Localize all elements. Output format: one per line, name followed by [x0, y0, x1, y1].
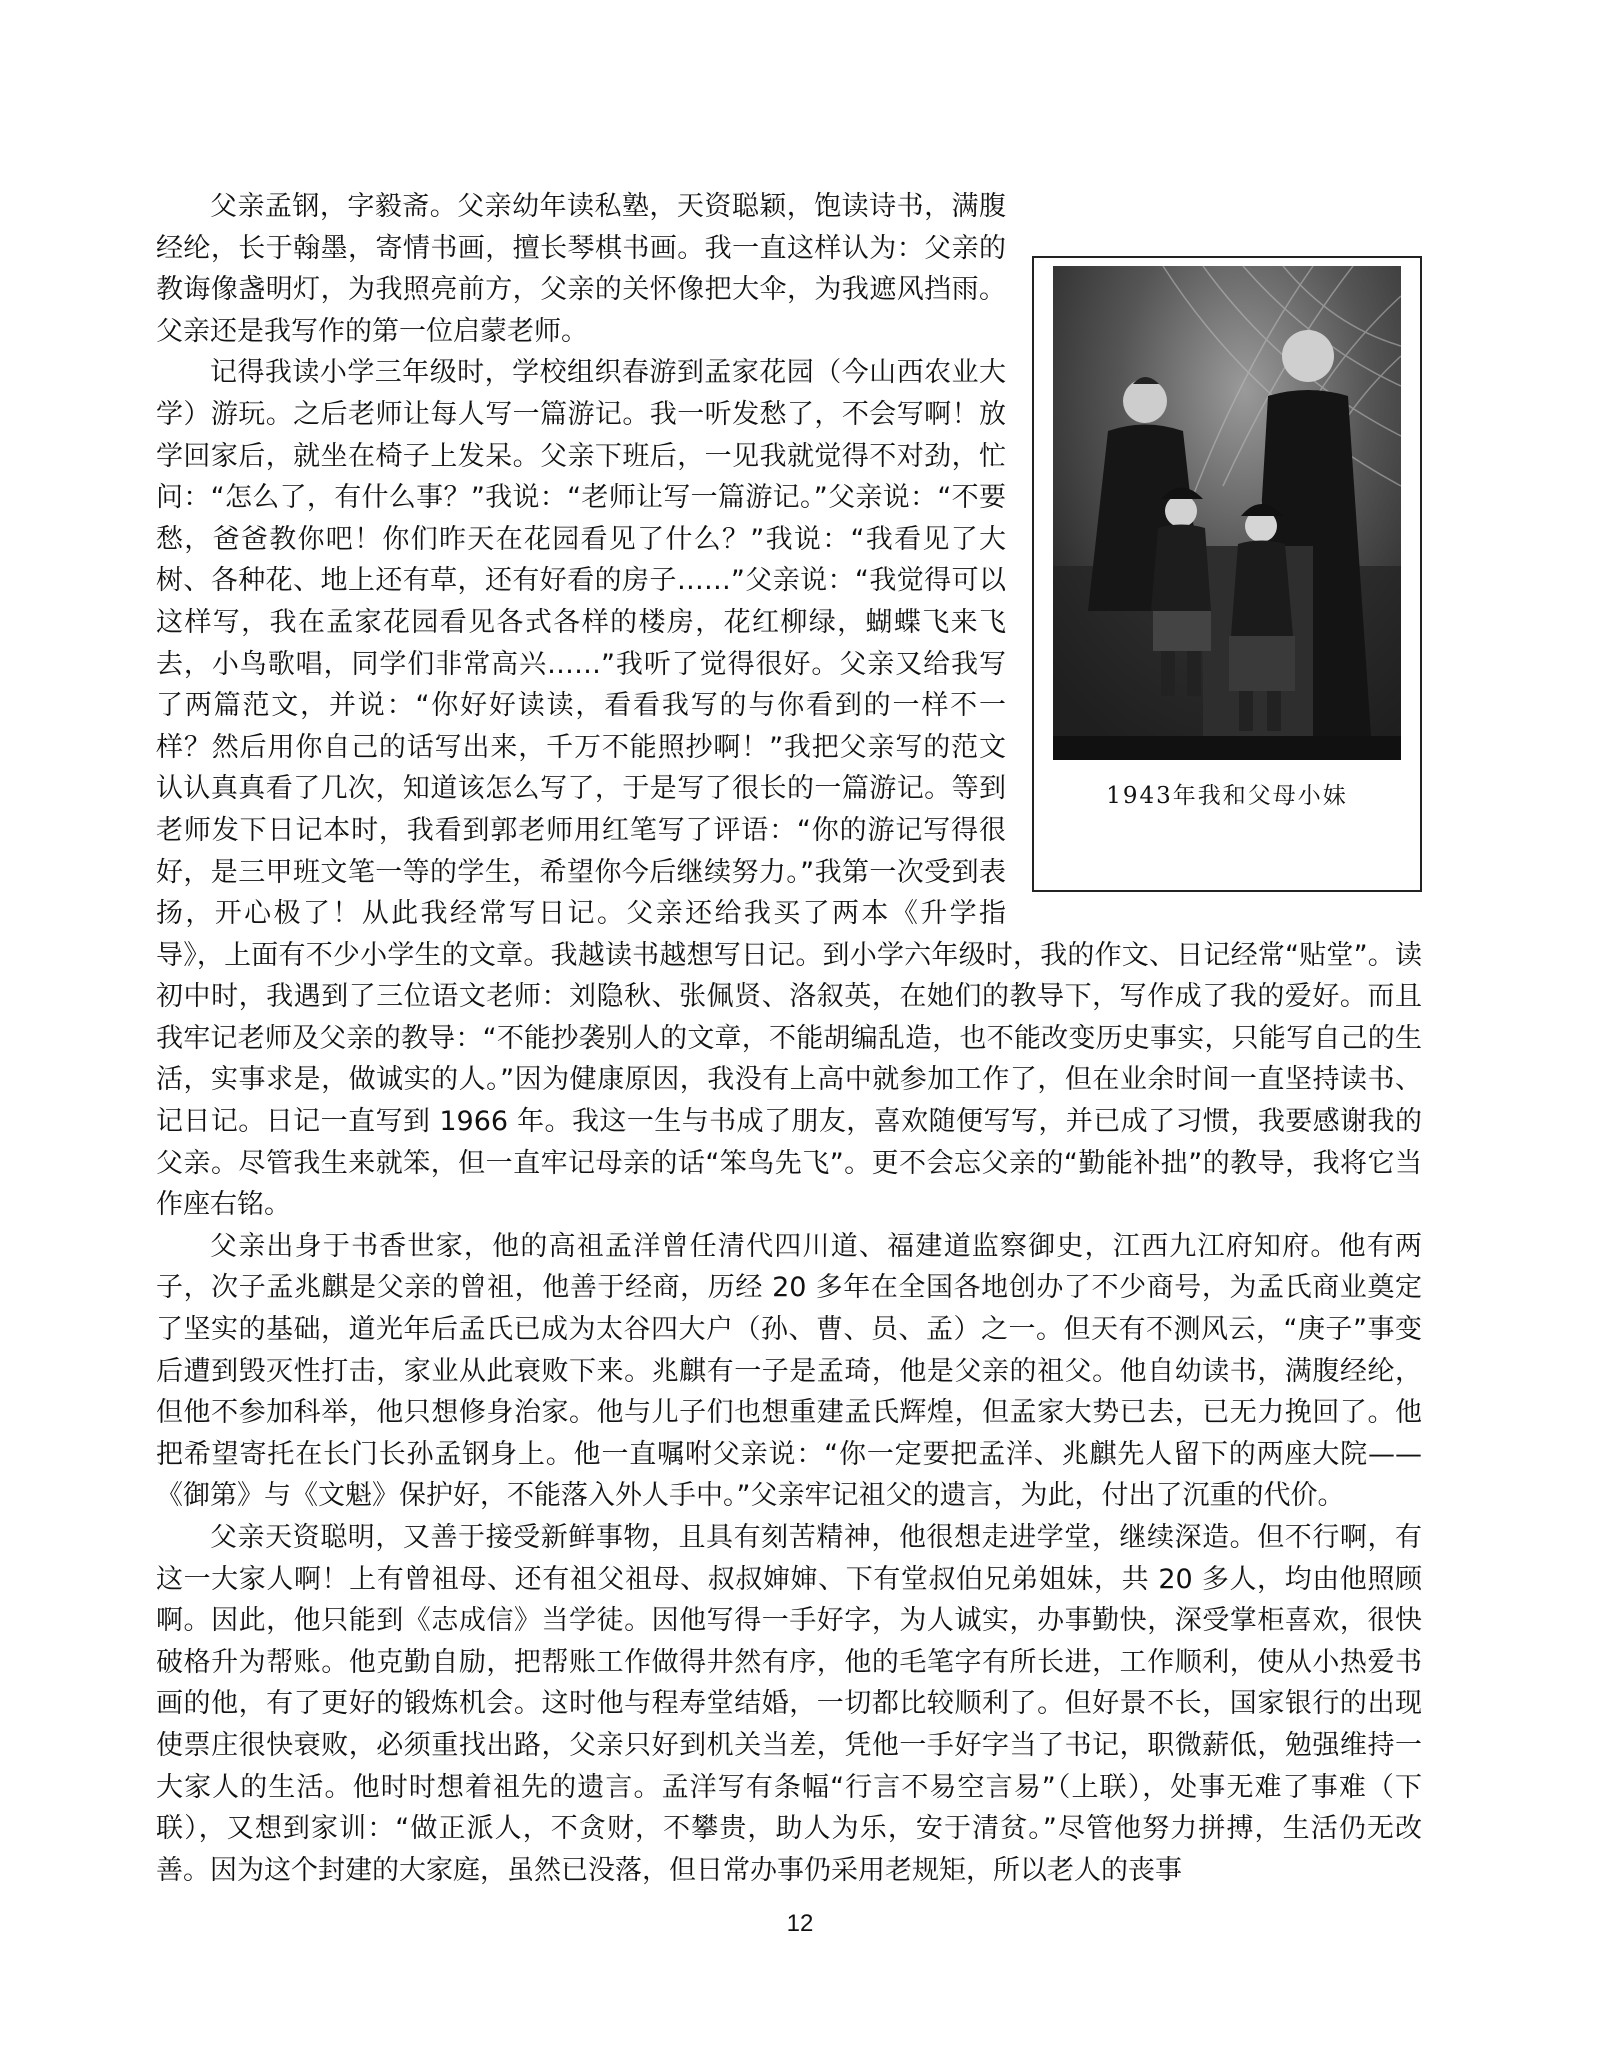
photo-caption: 1943年我和父母小妹 [1106, 783, 1348, 809]
photo-figure [1032, 256, 1422, 892]
page-number: 12 [786, 1910, 814, 1937]
body-text [156, 186, 1422, 1891]
paragraph-3: 父亲出身于书香世家，他的高祖孟洋曾任清代四川道、福建道监察御史，江西九江府知府。他有两子，次子孟兆麒是父亲的曾祖，他善于经商，历经 20 多年在全国各地创办了不少商号，为孟氏商业奠定了坚实的基础，道光年后孟氏已成为太谷四大户（孙、曹、员、孟）之一。但天有不测风云，“庚子”事变后遭到毁灭性打击，家业从此衰败下来。兆麒有一子是孟琦，他是父亲的祖父。他自幼读书，满腹经纶，但他不参加科举，他只想修身治家。他与儿子们也想重建孟氏辉煌，但孟家大势已去，已无力挽回了。他把希望寄托在长门长孙孟钢身上。他一直嘱咐父亲说：“你一定要把孟洋、兆麒先人留下的两座大院——《御第》与《文魁》保护好，不能落入外人手中。”父亲牢记祖父的遗言，为此，付出了沉重的代价。 [156, 1230, 1422, 1512]
photo-illustration [1053, 266, 1401, 760]
paragraph-4: 父亲天资聪明，又善于接受新鲜事物，且具有刻苦精神，他很想走进学堂，继续深造。但不行啊，有这一大家人啊！上有曾祖母、还有祖父祖母、叔叔婶婶、下有堂叔伯兄弟姐妹，共 20 多人，均由他照顾啊。因此，他只能到《志成信》当学徒。因他写得一手好字，为人诚实，办事勤快，深受掌柜喜欢，很快破格升为帮账。他克勤自励，把帮账工作做得井然有序，他的毛笔字有所长进，工作顺利，使从小热爱书画的他，有了更好的锻炼机会。这时他与程寿堂结婚，一切都比较顺利了。但好景不长，国家银行的出现使票庄很快衰败，必须重找出路，父亲只好到机关当差，凭他一手好字当了书记，职微薪低，勉强维持一大家人的生活。他时时想着祖先的遗言。孟洋写有条幅“行言不易空言易”（上联），处事无难了事难（下联），又想到家训：“做正派人，不贪财，不攀贵，助人为乐，安于清贫。”尽管他努力拼搏，生活仍无改善。因为这个封建的大家庭，虽然已没落，但日常办事仍采用老规矩，所以老人的丧事 [156, 1522, 1422, 1886]
family-photo [1053, 266, 1401, 760]
paragraph-1: 父亲孟钢，字毅斋。父亲幼年读私塾，天资聪颖，饱读诗书，满腹经纶，长于翰墨，寄情书画，擅长琴棋书画。我一直这样认为：父亲的教诲像盏明灯，为我照亮前方，父亲的关怀像把大伞，为我遮风挡雨。父亲还是我写作的第一位启蒙老师。 [156, 191, 1006, 347]
paragraph-2: 记得我读小学三年级时，学校组织春游到孟家花园（今山西农业大学）游玩。之后老师让每人写一篇游记。我一听发愁了，不会写啊！放学回家后，就坐在椅子上发呆。父亲下班后，一见我就觉得不对劲，忙问：“怎么了，有什么事？”我说：“老师让写一篇游记。”父亲说：“不要愁，爸爸教你吧！你们昨天在花园看见了什么？”我说：“我看见了大树、各种花、地上还有草，还有好看的房子……”父亲说：“我觉得可以这样写，我在孟家花园看见各式各样的楼房，花红柳绿，蝴蝶飞来飞去，小鸟歌唱，同学们非常高兴……”我听了觉得很好。父亲又给我写了两篇范文，并说：“你好好读读，看看我写的与你看到的一样不一样？然后用你自己的话写出来，千万不能照抄啊！”我把父亲写的范文认认真真看了几次，知道该怎么写了，于是写了很长的一篇游记。等到老师发下日记本时，我看到郭老师用红笔写了评语：“你的游记写得很好，是三甲班文笔一等的学生，希望你今后继续努力。”我第一次受到表扬，开心极了！从此我经常写日记。父亲还给我买了两本《升学指导》，上面有不少小学生的文章。我越读书越想写日记。到小学六年级时，我的作文、日记经常“贴堂”。读初中时，我遇到了三位语文老师：刘隐秋、张佩贤、洛叙英，在她们的教导下，写作成了我的爱好。而且我牢记老师及父亲的教导：“不能抄袭别人的文章，不能胡编乱造，也不能改变历史事实，只能写自己的生活，实事求是，做诚实的人。”因为健康原因，我没有上高中就参加工作了，但在业余时间一直坚持读书、记日记。日记一直写到 1966 年。我这一生与书成了朋友，喜欢随便写写，并已成了习惯，我要感谢我的父亲。尽管我生来就笨，但一直牢记母亲的话“笨鸟先飞”。更不会忘父亲的“勤能补拙”的教导，我将它当作座右铭。 [156, 357, 1422, 1221]
